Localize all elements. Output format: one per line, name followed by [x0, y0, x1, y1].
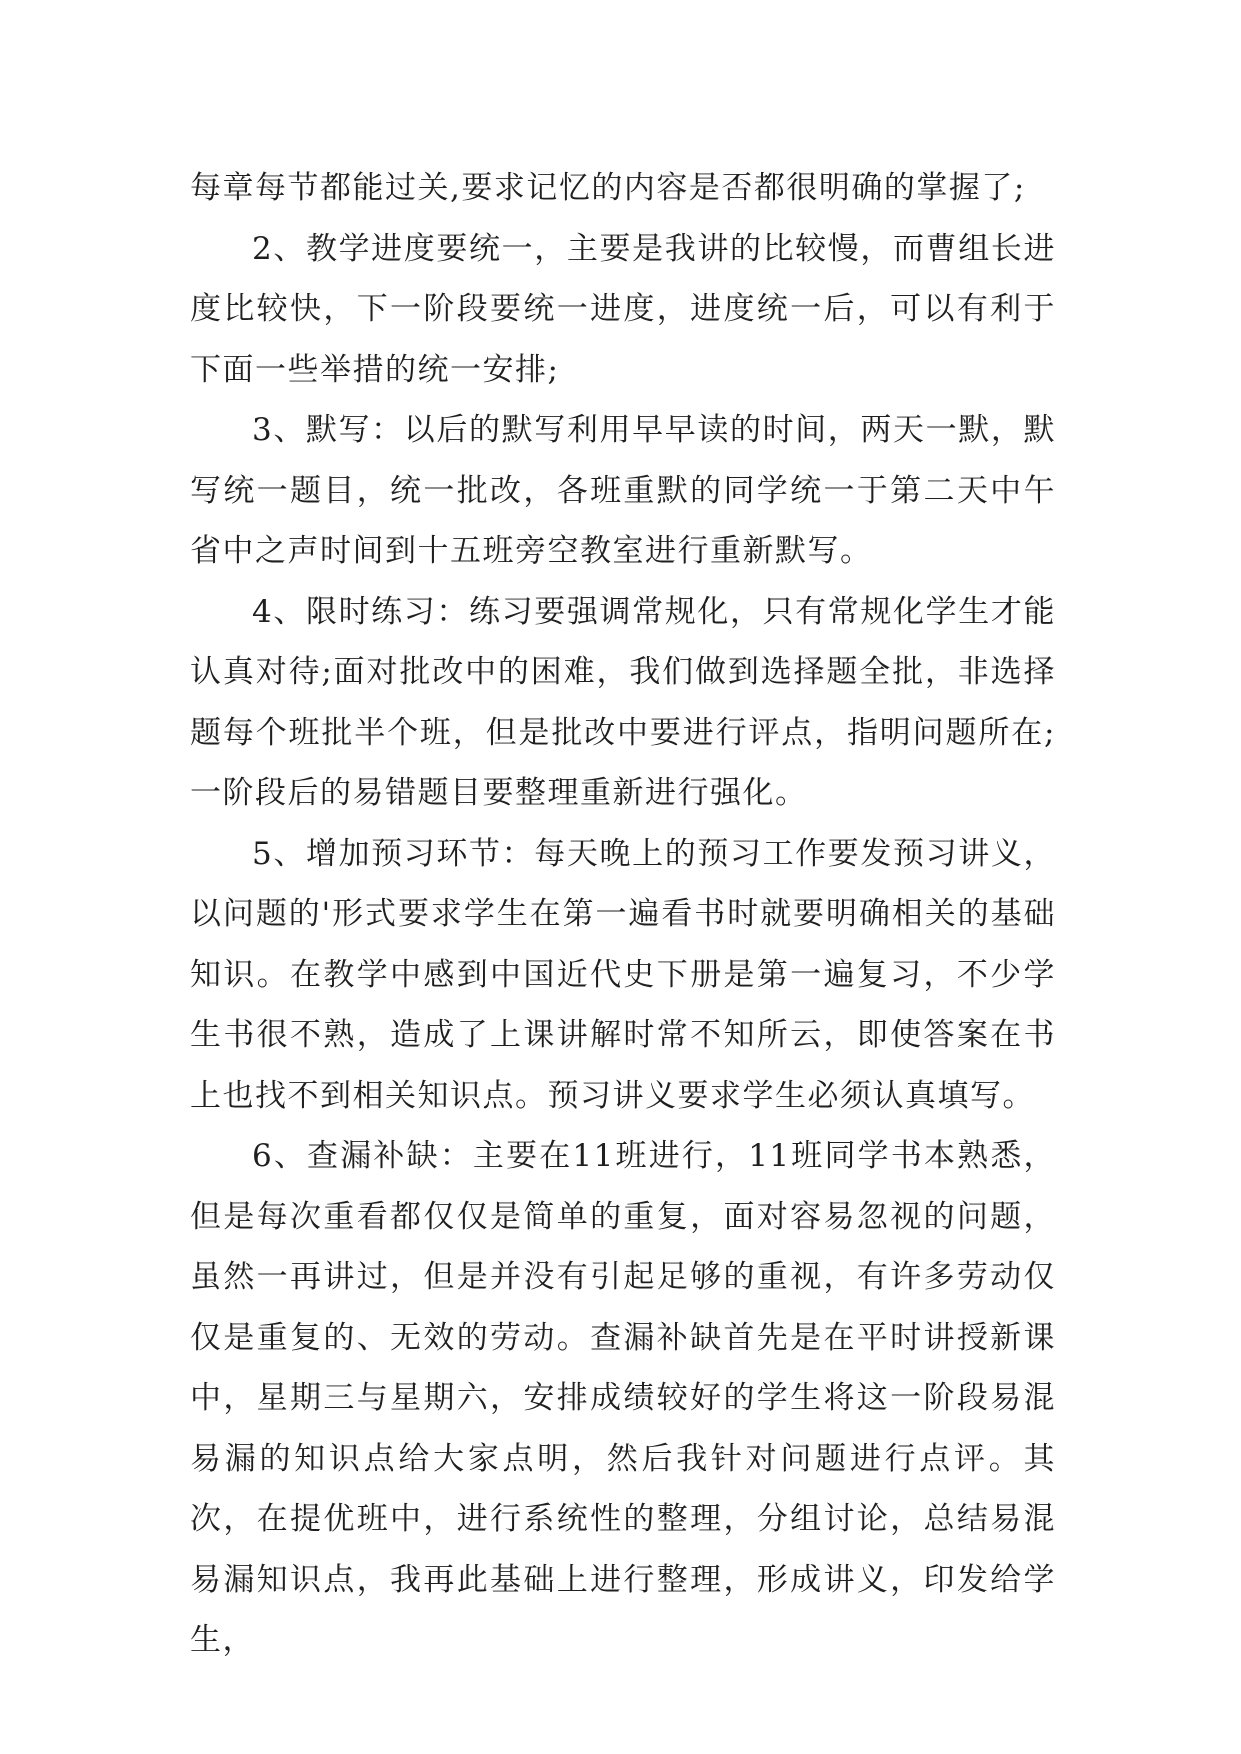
document-body [190, 158, 1056, 1671]
paragraph-item-2-progress: 2、教学进度要统一，主要是我讲的比较慢，而曹组长进度比较快，下一阶段要统一进度，进度统一后，可以有利于下面一些举措的统一安排; [190, 230, 1056, 388]
paragraph-item-5-preview: 5、增加预习环节：每天晚上的预习工作要发预习讲义，以问题的'形式要求学生在第一遍看书时就要明确相关的基础知识。在教学中感到中国近代史下册是第一遍复习，不少学生书很不熟，造成了上课讲解时常不知所云，即使答案在书上也找不到相关知识点。预习讲义要求学生必须认真填写。 [190, 835, 1056, 1114]
paragraph-item-3-dictation: 3、默写：以后的默写利用早早读的时间，两天一默，默写统一题目，统一批改，各班重默的同学统一于第二天中午省中之声时间到十五班旁空教室进行重新默写。 [190, 412, 1056, 569]
paragraph-continuation: 每章每节都能过关,要求记忆的内容是否都很明确的掌握了; [190, 170, 1026, 206]
paragraph-item-4-timed-practice: 4、限时练习：练习要强调常规化，只有常规化学生才能认真对待;面对批改中的困难，我们做到选择题全批，非选择题每个班批半个班，但是批改中要进行评点，指明问题所在;一阶段后的易错题目要整理重新进行强化。 [190, 593, 1056, 811]
paragraph-item-6-review: 6、查漏补缺：主要在11班进行，11班同学书本熟悉，但是每次重看都仅仅是简单的重复，面对容易忽视的问题，虽然一再讲过，但是并没有引起足够的重视，有许多劳动仅仅是重复的、无效的劳动。查漏补缺首先是在平时讲授新课中，星期三与星期六，安排成绩较好的学生将这一阶段易混易漏的知识点给大家点明，然后我针对问题进行点评。其次，在提优班中，进行系统性的整理，分组讨论，总结易混易漏知识点，我再此基础上进行整理，形成讲义，印发给学生， [190, 1138, 1056, 1658]
